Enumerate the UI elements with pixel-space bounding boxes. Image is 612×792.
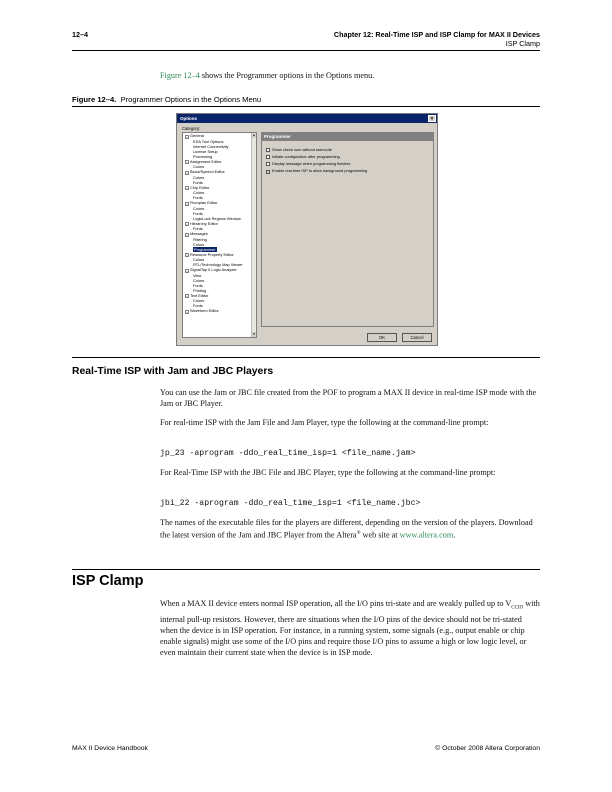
tree-item-label: Waveform Editor [190,308,219,314]
tree-item-label: RTL/Technology Map Viewer [193,262,243,268]
tree-item-label: SignalTap II Logic Analyzer [190,267,237,273]
tree-item-label: Assignment Editor [190,158,222,164]
dialog-titlebar [177,114,437,123]
tree-item-label: Fonts [193,210,203,216]
paragraph [160,598,540,659]
scroll-up-icon[interactable]: ▲ [252,133,256,137]
tree-item-label: Fonts [193,226,203,232]
figure-top-rule [72,106,540,107]
tree-item-label: License Setup [193,148,218,154]
tree-item-label: Colors [193,164,205,170]
cancel-button[interactable]: Cancel [402,333,432,342]
running-header [140,30,540,48]
tree-item-label: Fonts [193,195,203,201]
panel-title: Programmer [262,133,433,141]
option-checkbox-row[interactable] [266,154,340,159]
ok-button[interactable]: OK [367,333,397,342]
tree-item-label: Processing [193,153,213,159]
tree-item-label: Programmer [194,246,216,252]
tree-item-label: Colors [193,257,205,263]
expand-collapse-icon[interactable]: – [186,160,188,165]
tree-item-label: Chip Editor [190,184,210,190]
category-tree-list [183,133,256,314]
registered-mark: ® [356,531,361,537]
expand-collapse-icon[interactable]: – [186,294,188,299]
tree-item-label: Fonts [193,303,203,309]
section-title: ISP Clamp [505,39,540,48]
page-number: 12–4 [72,30,88,39]
option-label: Display message when programming finishes [272,161,351,166]
scroll-down-icon[interactable]: ▼ [252,332,256,336]
tree-item-label: Colors [193,205,205,211]
checkbox[interactable] [266,155,270,159]
checkbox[interactable] [266,162,270,166]
tree-item-label: Floorplan Editor [190,200,218,206]
altera-link[interactable]: www.altera.com [399,530,454,540]
option-label: Show check sum without usercode [272,147,332,152]
option-label: Initiate configuration after programming [272,154,340,159]
paragraph: You can use the Jam or JBC file created from the POF to program a MAX II device in real-time ISP mode with the Jam or JBC Player. [160,388,537,409]
footer-right: © October 2008 Altera Corporation [435,745,540,752]
expand-collapse-icon[interactable]: – [186,268,188,273]
paragraph: For Real-Time ISP with the JBC File and JBC Player, type the following at the command-line prompt: [160,468,496,477]
tree-item-label: Colors [193,277,205,283]
checkbox[interactable] [266,148,270,152]
intro-text: shows the Programmer options in the Options menu. [199,71,375,80]
expand-collapse-icon[interactable]: – [186,134,188,139]
category-label: Category: [182,126,201,131]
figure-label: Figure 12–4. [72,95,117,104]
paragraph-text: When a MAX II device enters normal ISP operation, all the I/O pins tri-state and are weakly pulled up to V [160,599,512,608]
tree-item-label: Resource Property Editor [190,251,234,257]
tree-item-label: Hierarchy Editor [190,220,218,226]
expand-collapse-icon[interactable]: – [186,186,188,191]
code-line-jam: jp_23 -aprogram -ddo_real_time_isp=1 <file_name.jam> [160,449,416,458]
tree-item-label: Colors [193,241,205,247]
figure-caption-text: Programmer Options in the Options Menu [120,95,262,104]
tree-item-label: LogicLock Regions Window [193,215,241,221]
footer-left: MAX II Device Handbook [72,745,148,752]
checkbox-checked[interactable]: ✓ [267,169,270,174]
paragraph-text: . [453,530,456,540]
tree-item-label: View [193,272,202,278]
expand-collapse-icon[interactable]: – [186,253,188,258]
tree-item-label: Filtering [193,236,207,242]
figure-bottom-rule [72,357,540,358]
paragraph [160,517,540,541]
options-dialog [176,113,438,346]
vccio-subscript: CCIO [511,605,524,611]
figure-caption [72,95,261,104]
tree-item-label: EDA Tool Options [193,138,224,144]
expand-collapse-icon[interactable]: – [186,222,188,227]
dialog-title: Options [180,116,197,121]
chapter-title: Chapter 12: Real-Time ISP and ISP Clamp for MAX II Devices [333,30,540,39]
option-checkbox-row[interactable] [266,168,367,174]
option-label: Enable real-time ISP to allow background programming [272,168,368,173]
section-heading-isp-clamp: ISP Clamp [72,573,144,589]
paragraph-text: with internal pull-up resistors. However, there are situations when the I/O pins of the device should not be tri-stated when the device is in ISP operation. For instance, in a running system, some signals (e.g., output enable or chip enable signals) might use some of the I/O pins and require those I/O pins to assume a high or low logic level, or even maintain their current state when the device is in ISP mode. [160,599,540,658]
tree-item-label: Colors [193,298,205,304]
option-checkbox-row[interactable] [266,161,350,166]
tree-item-label: Block/Symbol Editor [190,169,225,175]
intro-paragraph [160,70,374,81]
paragraph-text: The names of the executable files for the players are different, depending on the version of the players. Download the latest version of the Jam and JBC Player from the Altera [160,518,533,540]
tree-item-label: Messages [190,231,208,237]
category-tree[interactable] [182,132,257,338]
code-line-jbc: jbi_22 -aprogram -ddo_real_time_isp=1 <file_name.jbc> [160,499,421,508]
tree-item-label: Colors [193,190,205,196]
paragraph: For real-time ISP with the Jam File and Jam Player, type the following at the command-line prompt: [160,418,489,427]
expand-collapse-icon[interactable]: – [186,232,188,237]
option-checkbox-row[interactable] [266,147,332,152]
expand-collapse-icon[interactable]: – [186,201,188,206]
paragraph-text: web site at [360,530,400,540]
expand-collapse-icon[interactable]: – [186,309,188,314]
tree-item-label: Colors [193,174,205,180]
expand-collapse-icon[interactable]: – [186,170,188,175]
section-rule [72,569,540,570]
tree-item-label: Fonts [193,282,203,288]
close-icon[interactable]: × [428,115,436,122]
tree-item-label: Fonts [193,179,203,185]
figure-link[interactable]: Figure 12–4 [160,71,200,80]
tree-item-label: Printing [193,287,207,293]
tree-item[interactable] [183,308,256,314]
programmer-panel [261,132,434,327]
tree-item-label: General [190,133,204,138]
tree-scrollbar[interactable] [251,133,256,337]
header-rule [72,50,540,51]
section-heading-realtime-isp: Real-Time ISP with Jam and JBC Players [72,366,274,377]
tree-item-label: Internet Connectivity [193,143,229,149]
tree-item-label: Text Editor [190,292,209,298]
